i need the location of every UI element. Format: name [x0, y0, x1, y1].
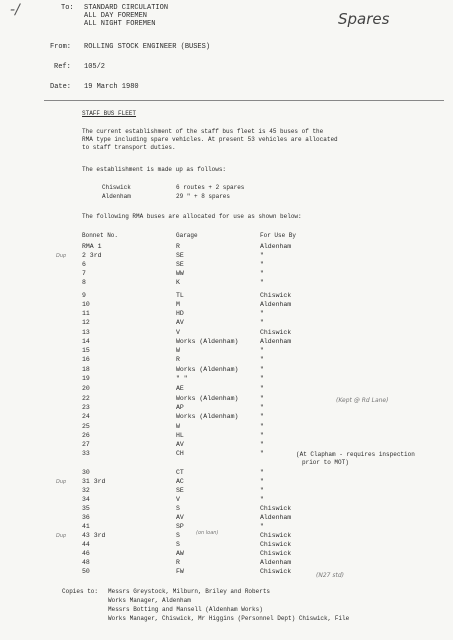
row-garage: Works (Aldenham)	[176, 366, 239, 373]
row-margin-note: Dup	[56, 253, 67, 259]
row-for-use-by: Chiswick	[260, 505, 292, 512]
row-bonnet-no: 6	[82, 261, 86, 268]
row-for-use-by: "	[260, 270, 264, 277]
row-garage: SP	[176, 523, 184, 530]
date-label: Date:	[50, 83, 72, 91]
row-bonnet-no: 9	[82, 292, 86, 299]
row-garage: AV	[176, 514, 184, 521]
row-for-use-by: "	[260, 413, 264, 420]
row-garage: HL	[176, 432, 184, 439]
row-bonnet-no: 15	[82, 347, 90, 354]
handwritten-title: Spares	[338, 10, 390, 28]
row-for-use-by: "	[260, 404, 264, 411]
copies-line-2: Works Manager, Aldenham	[108, 597, 191, 604]
row-bonnet-no: 7	[82, 270, 86, 277]
row-for-use-by: Chiswick	[260, 329, 292, 336]
row-bonnet-no: 50	[82, 568, 90, 575]
row-for-use-by: "	[260, 469, 264, 476]
row-for-use-by: Chiswick	[260, 541, 292, 548]
header-rule	[44, 100, 444, 101]
intro-line-2: RMA type including spare vehicles. At present 53 vehicles are allocated	[82, 136, 338, 143]
row-for-use-by: "	[260, 261, 264, 268]
row-for-use-by: "	[260, 347, 264, 354]
row-bonnet-no: 46	[82, 550, 90, 557]
copies-line-1: Messrs Greystock, Milburn, Briley and Roberts	[108, 588, 271, 595]
row-garage: SE	[176, 252, 184, 259]
row-garage: R	[176, 243, 180, 250]
row-garage: R	[176, 559, 180, 566]
row-bonnet-no: 48	[82, 559, 90, 566]
row-bonnet-no: 18	[82, 366, 90, 373]
row-for-use-by: "	[260, 310, 264, 317]
row-for-use-by: "	[260, 385, 264, 392]
row-for-use-by: "	[260, 487, 264, 494]
row-bonnet-no: 41	[82, 523, 90, 530]
from-value: ROLLING STOCK ENGINEER (BUSES)	[84, 43, 211, 51]
row-bonnet-no: 33	[82, 450, 90, 457]
row-for-use-by: "	[260, 319, 264, 326]
remark-on-loan: (on loan)	[196, 530, 219, 536]
from-label: From:	[50, 43, 72, 51]
to-line-3: ALL NIGHT FOREMEN	[84, 20, 156, 28]
row-bonnet-no: 43 3rd	[82, 532, 106, 539]
row-for-use-by: Chiswick	[260, 568, 292, 575]
allocation-heading: The following RMA buses are allocated for use as shown below:	[82, 213, 302, 220]
copies-line-4: Works Manager, Chiswick, Mr Higgins (Personnel Dept) Chiswick, File	[108, 615, 350, 622]
row-for-use-by: "	[260, 423, 264, 430]
row-for-use-by: "	[260, 478, 264, 485]
row-bonnet-no: 14	[82, 338, 90, 345]
row-for-use-by: "	[260, 279, 264, 286]
row-garage: V	[176, 496, 180, 503]
row-margin-note: Dup	[56, 479, 67, 485]
row-bonnet-no: 25	[82, 423, 90, 430]
row-garage: WW	[176, 270, 184, 277]
row-bonnet-no: 32	[82, 487, 90, 494]
row-for-use-by: "	[260, 496, 264, 503]
header-bonnet: Bonnet No.	[82, 232, 119, 239]
row-garage: S	[176, 505, 180, 512]
row-bonnet-no: 11	[82, 310, 90, 317]
row-for-use-by: "	[260, 375, 264, 382]
row-garage: SE	[176, 261, 184, 268]
row-bonnet-no: 30	[82, 469, 90, 476]
row-garage: AV	[176, 441, 184, 448]
row-bonnet-no: 19	[82, 375, 90, 382]
row-garage: SE	[176, 487, 184, 494]
copies-line-3: Messrs Botting and Mansell (Aldenham Works)	[108, 606, 263, 613]
row-margin-note: Dup	[56, 533, 67, 539]
row-garage: W	[176, 423, 180, 430]
row-bonnet-no: 23	[82, 404, 90, 411]
row-bonnet-no: 44	[82, 541, 90, 548]
row-for-use-by: "	[260, 395, 264, 402]
establishment-garage-1: Chiswick	[102, 184, 131, 191]
row-bonnet-no: 31 3rd	[82, 478, 106, 485]
row-for-use-by: "	[260, 366, 264, 373]
row-garage: Works (Aldenham)	[176, 395, 239, 402]
date-value: 19 March 1980	[84, 83, 139, 91]
row-garage: TL	[176, 292, 184, 299]
row-for-use-by: Aldenham	[260, 243, 292, 250]
row-for-use-by: "	[260, 252, 264, 259]
row-for-use-by: "	[260, 441, 264, 448]
row-for-use-by: Aldenham	[260, 338, 292, 345]
row-garage: S	[176, 541, 180, 548]
row-for-use-by: "	[260, 450, 264, 457]
remark-clapham-2: prior to MOT)	[302, 459, 349, 466]
row-bonnet-no: 27	[82, 441, 90, 448]
to-label: To:	[61, 4, 74, 12]
row-garage: Works (Aldenham)	[176, 413, 239, 420]
row-bonnet-no: 36	[82, 514, 90, 521]
intro-line-3: to staff transport duties.	[82, 144, 176, 151]
row-bonnet-no: 22	[82, 395, 90, 402]
to-line-2: ALL DAY FOREMEN	[84, 12, 148, 20]
row-for-use-by: Aldenham	[260, 301, 292, 308]
row-garage: W	[176, 347, 180, 354]
row-bonnet-no: 13	[82, 329, 90, 336]
corner-mark: -/	[10, 2, 20, 18]
row-garage: M	[176, 301, 180, 308]
row-bonnet-no: 34	[82, 496, 90, 503]
row-for-use-by: Chiswick	[260, 532, 292, 539]
to-line-1: STANDARD CIRCULATION	[84, 4, 169, 12]
row-bonnet-no: 20	[82, 385, 90, 392]
remark-clapham-1: (At Clapham - requires inspection	[296, 451, 415, 458]
row-bonnet-no: 26	[82, 432, 90, 439]
ref-value: 105/2	[84, 63, 106, 71]
intro-line-1: The current establishment of the staff bus fleet is 45 buses of the	[82, 128, 324, 135]
header-garage: Garage	[176, 232, 198, 239]
row-for-use-by: Chiswick	[260, 292, 292, 299]
remark-rd-lane: (Kept @ Rd Lane)	[336, 397, 389, 404]
header-use: For Use By	[260, 232, 297, 239]
row-garage: AE	[176, 385, 184, 392]
row-garage: R	[176, 356, 180, 363]
row-for-use-by: "	[260, 356, 264, 363]
ref-label: Ref:	[54, 63, 71, 71]
row-garage: FW	[176, 568, 184, 575]
row-garage: S	[176, 532, 180, 539]
row-bonnet-no: 8	[82, 279, 86, 286]
copies-label: Copies to:	[62, 588, 99, 595]
subject: STAFF BUS FLEET	[82, 110, 137, 117]
row-bonnet-no: 10	[82, 301, 90, 308]
row-garage: K	[176, 279, 180, 286]
row-bonnet-no: 2 3rd	[82, 252, 102, 259]
remark-std: (N27 std)	[316, 572, 344, 579]
establishment-detail-1: 6 routes + 2 spares	[176, 184, 245, 191]
row-for-use-by: Aldenham	[260, 514, 292, 521]
row-garage: AV	[176, 319, 184, 326]
row-garage: CH	[176, 450, 184, 457]
row-garage: HD	[176, 310, 184, 317]
establishment-detail-2: 29 " + 8 spares	[176, 193, 231, 200]
row-bonnet-no: 35	[82, 505, 90, 512]
establishment-heading: The establishment is made up as follows:	[82, 166, 227, 173]
establishment-garage-2: Aldenham	[102, 193, 131, 200]
row-garage: CT	[176, 469, 184, 476]
row-garage: AW	[176, 550, 184, 557]
row-for-use-by: Aldenham	[260, 559, 292, 566]
row-bonnet-no: 24	[82, 413, 90, 420]
row-bonnet-no: 12	[82, 319, 90, 326]
row-garage: AC	[176, 478, 184, 485]
row-for-use-by: "	[260, 523, 264, 530]
row-bonnet-no: RMA 1	[82, 243, 102, 250]
row-garage: " "	[176, 375, 188, 382]
row-bonnet-no: 16	[82, 356, 90, 363]
row-garage: V	[176, 329, 180, 336]
row-for-use-by: "	[260, 432, 264, 439]
row-garage: AP	[176, 404, 184, 411]
row-for-use-by: Chiswick	[260, 550, 292, 557]
row-garage: Works (Aldenham)	[176, 338, 239, 345]
